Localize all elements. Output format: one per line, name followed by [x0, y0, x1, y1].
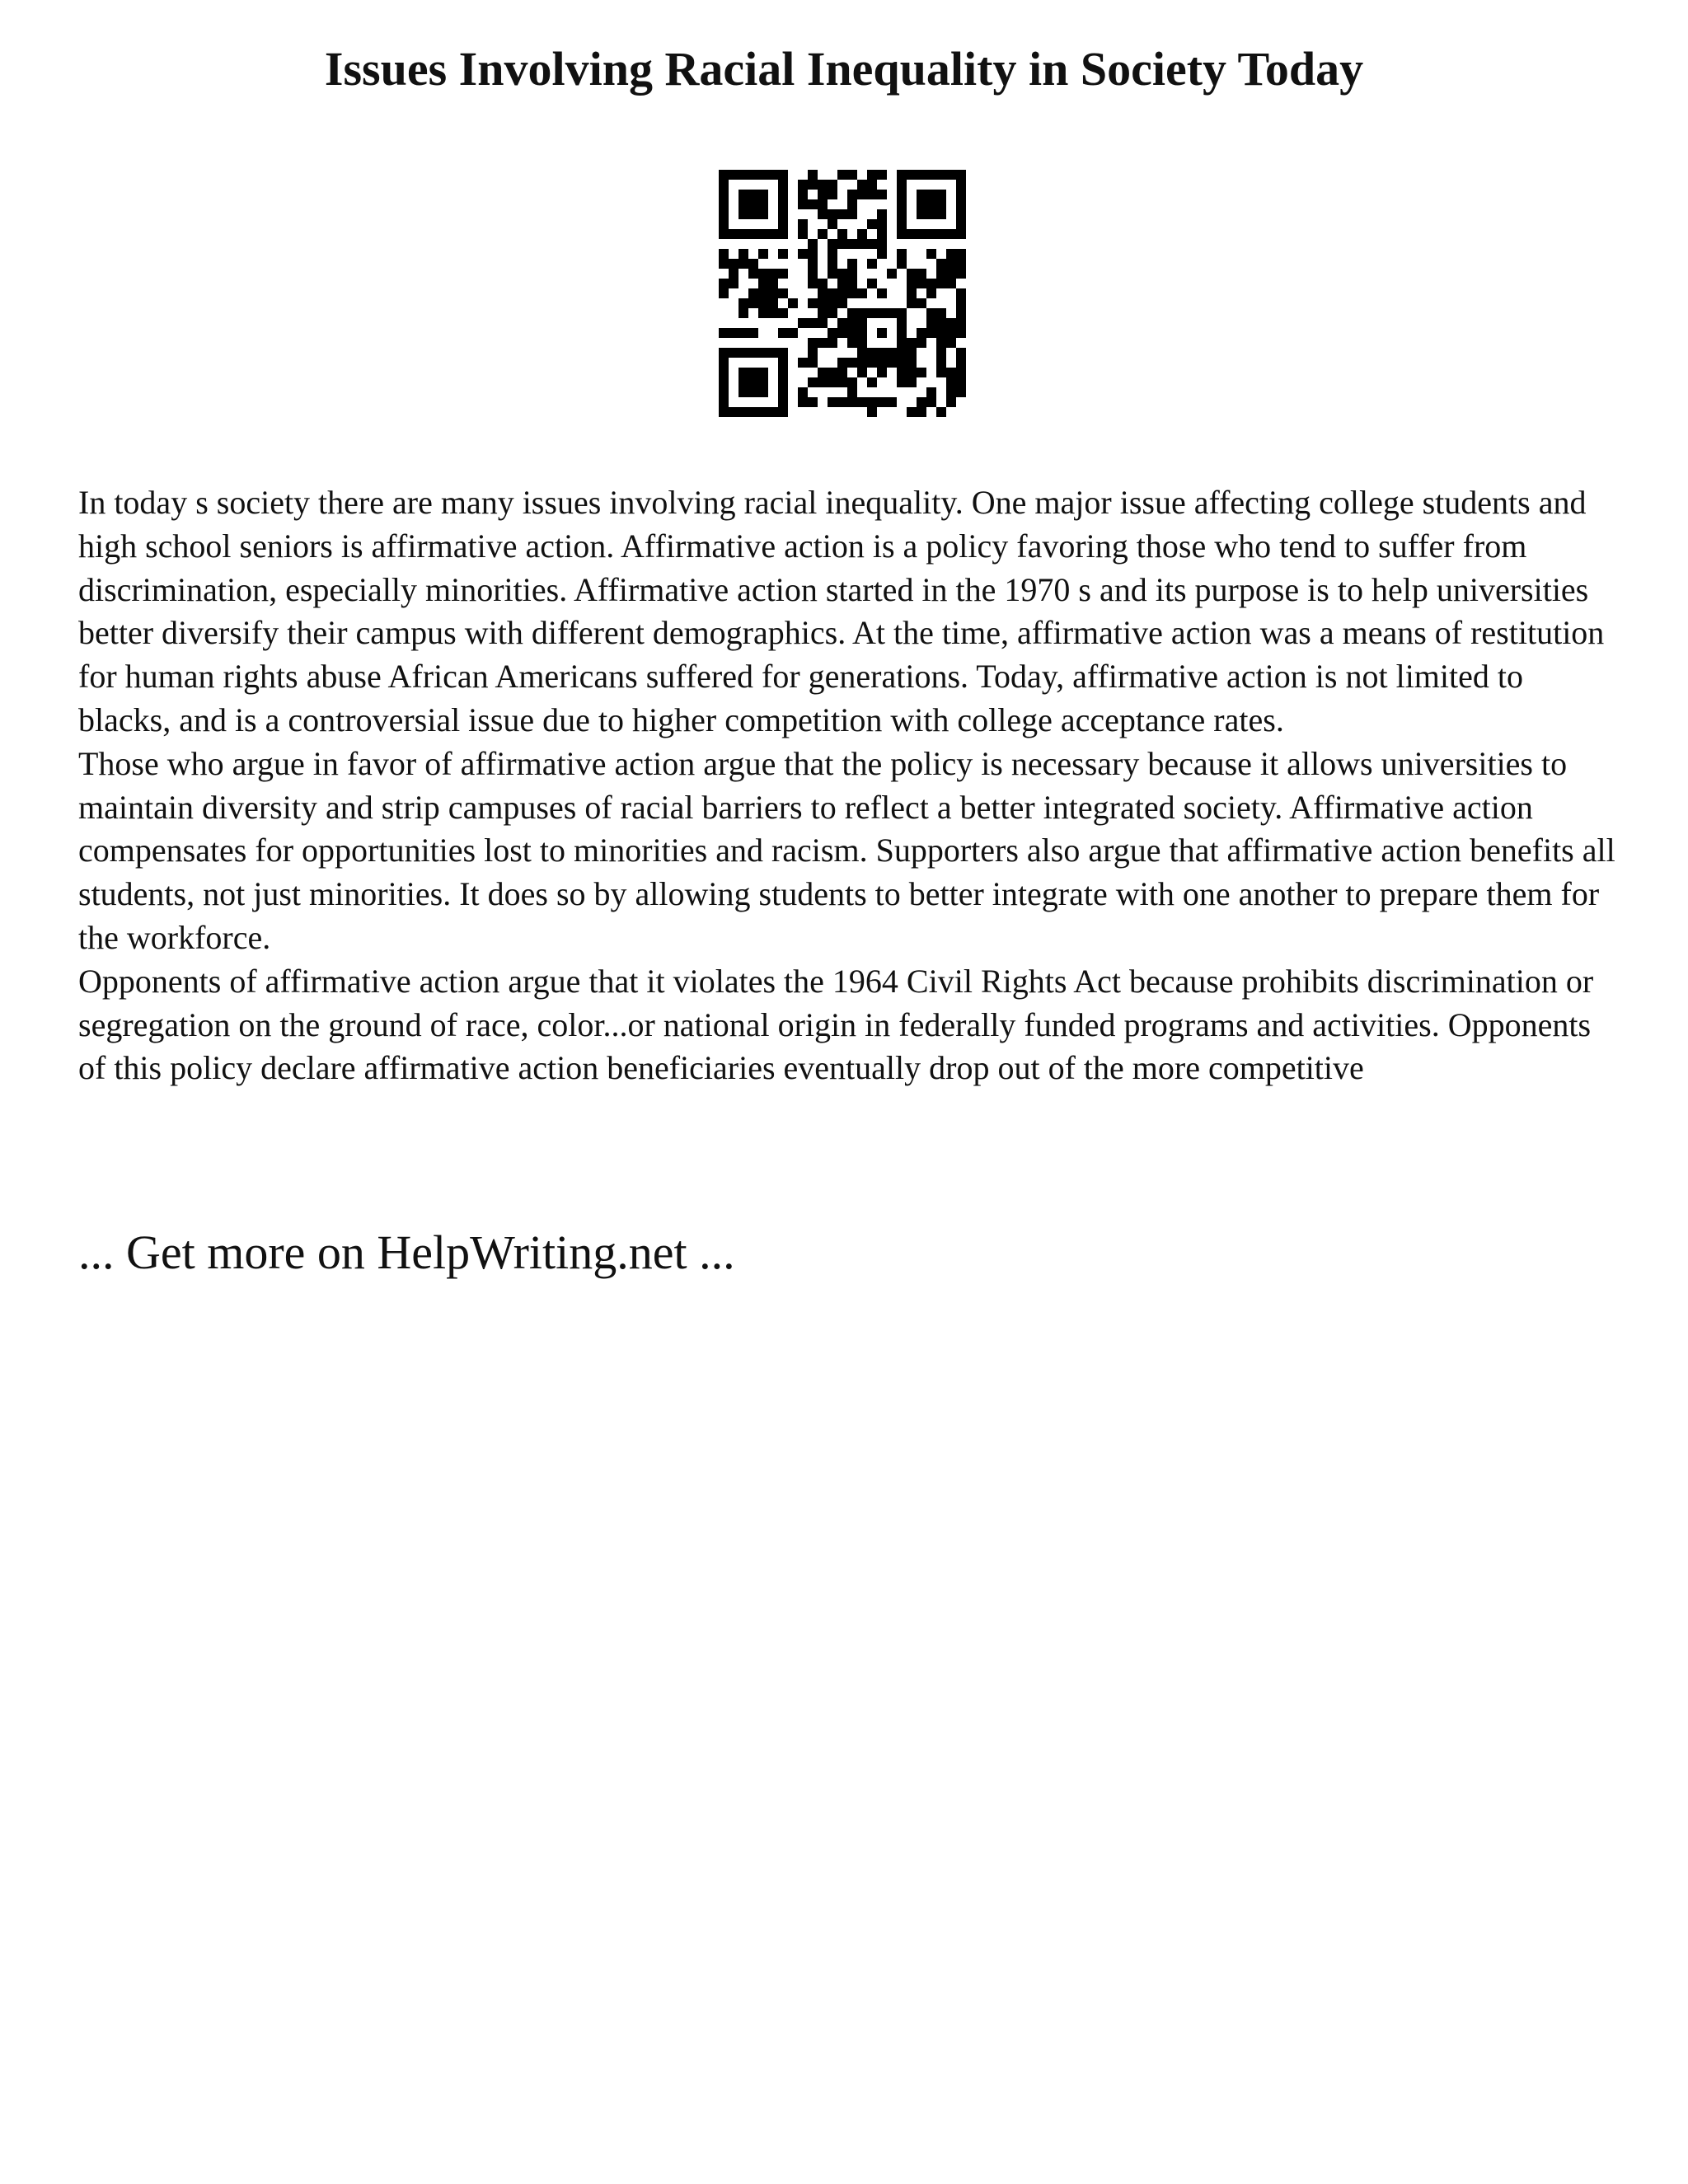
- paragraph-3: Opponents of affirmative action argue that it violates the 1964 Civil Rights Act because prohibits discrimination or segregation on the ground of race, color...or national origin in federally funded programs and activities. Opponents of this policy declare affirmative action beneficiaries eventually drop out of the more competitive: [78, 962, 1594, 1087]
- document-title: Issues Involving Racial Inequality in Society Today: [324, 42, 1364, 96]
- paragraph-1: In today s society there are many issues involving racial inequality. One major issue affecting college students and high school seniors is affirmative action. Affirmative action is a policy favoring those who tend to suffer from discrimination, especially minorities. Affirmative action started in the 1970 s and its purpose is to help universities better diversify their campus with different demographics. At the time, affirmative action was a means of restitution for human rights abuse African Americans suffered for generations. Today, affirmative action is not limited to blacks, and is a controversial issue due to higher competition with college acceptance rates.: [78, 484, 1605, 738]
- get-more-link[interactable]: ... Get more on HelpWriting.net ...: [78, 1226, 735, 1279]
- paragraph-2: Those who argue in favor of affirmative action argue that the policy is necessary because it allows universities to maintain diversity and strip campuses of racial barriers to reflect a better integrated society. Affirmative action compensates for opportunities lost to minorities and racism. Supporters also argue that affirmative action benefits all students, not just minorities. It does so by allowing students to better integrate with one another to prepare them for the workforce.: [78, 744, 1615, 956]
- document-body: [78, 481, 1620, 1090]
- qr-code-icon: [719, 170, 966, 417]
